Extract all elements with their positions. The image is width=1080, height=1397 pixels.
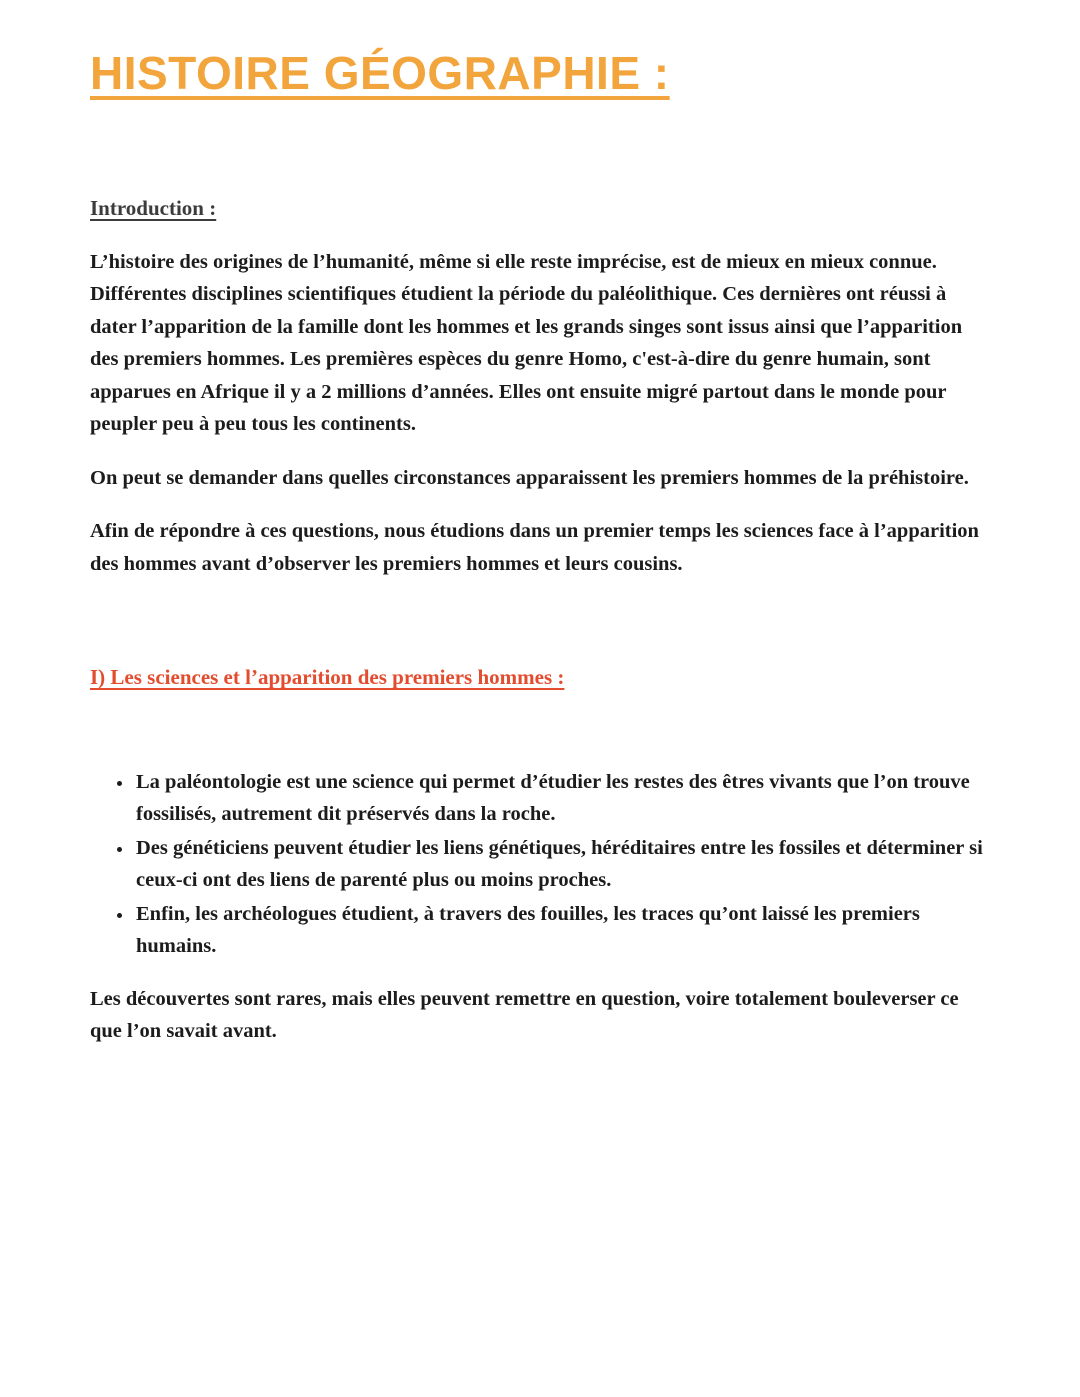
- intro-paragraph-2: On peut se demander dans quelles circonstances apparaissent les premiers hommes de la préhistoire.: [90, 466, 969, 489]
- intro-heading: Introduction :: [90, 196, 217, 221]
- bullet-archeologues: • Enfin, les archéologues étudient, à travers des fouilles, les traces qu’ont laissé les premiers humains.: [134, 898, 992, 963]
- bullet-paleontologie: • La paléontologie est une science qui permet d’étudier les restes des êtres vivants que l’on trouve fossilisés, autrement dit préservés dans la roche.: [134, 766, 992, 831]
- document-title-text: HISTOIRE GÉOGRAPHIE :: [90, 47, 670, 99]
- bullet-geneticiens: • Des généticiens peuvent étudier les liens génétiques, héréditaires entre les fossiles et déterminer si ceux-ci ont des liens de parenté plus ou moins proches.: [134, 832, 992, 897]
- sciences-bullet-list: [90, 766, 992, 963]
- section-1-heading: I) Les sciences et l’apparition des premiers hommes :: [90, 665, 565, 690]
- closing-paragraph: Les découvertes sont rares, mais elles peuvent remettre en question, voire totalement bouleverser ce que l’on savait avant.: [90, 987, 959, 1043]
- intro-paragraph-1: L’histoire des origines de l’humanité, même si elle reste imprécise, est de mieux en mieux connue. Différentes disciplines scientifiques étudient la période du paléolithique. Ces dernières ont réussi à dater l’apparition de la famille dont les hommes et les grands singes sont issus ainsi que l’apparition des premiers hommes. Les premières espèces du genre Homo, c'est-à-dire du genre humain, sont apparues en Afrique il y a 2 millions d’années. Elles ont ensuite migré partout dans le monde pour peupler peu à peu tous les continents.: [90, 250, 963, 436]
- document-title: [90, 46, 992, 101]
- intro-paragraph-3: Afin de répondre à ces questions, nous étudions dans un premier temps les sciences face à l’apparition des hommes avant d’observer les premiers hommes et leurs cousins.: [90, 520, 979, 575]
